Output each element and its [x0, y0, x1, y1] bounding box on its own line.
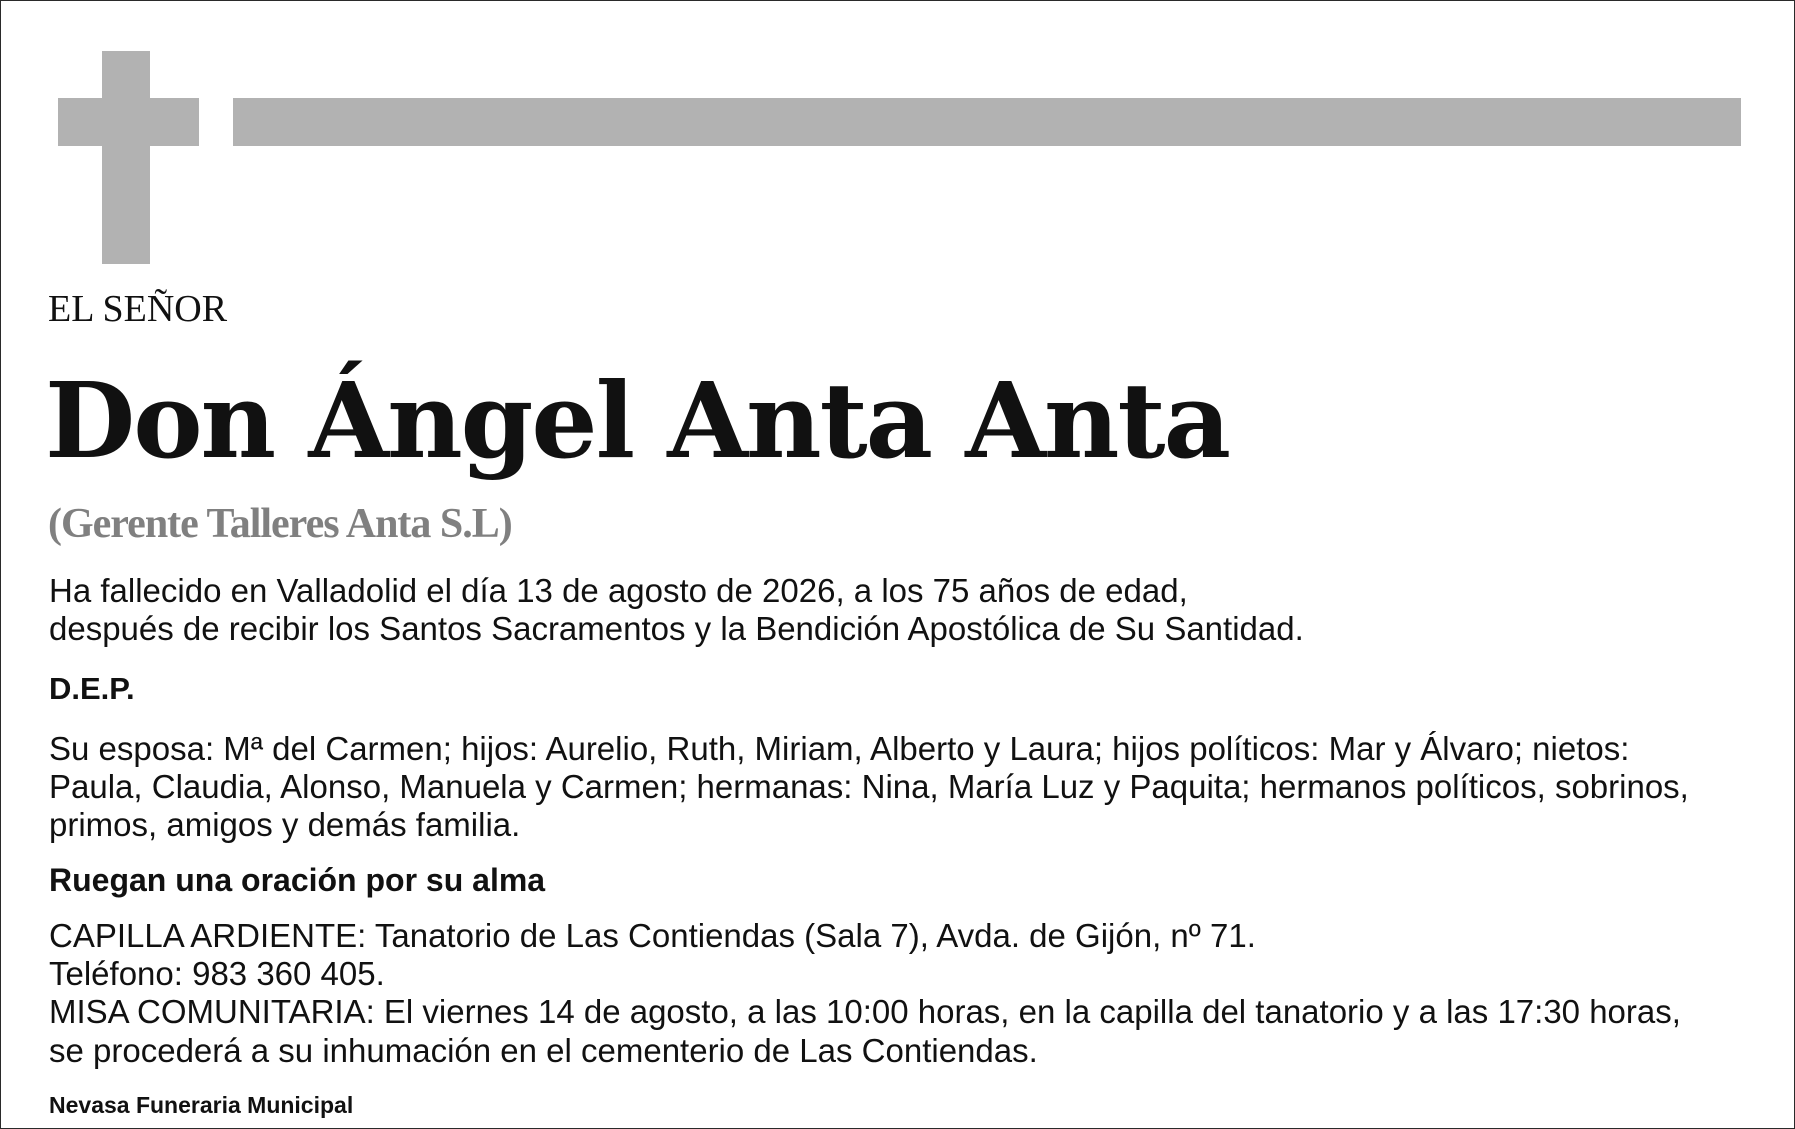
announcement-line-1: Ha fallecido en Valladolid el día 13 de agosto de 2026, a los 75 años de edad, — [49, 572, 1188, 609]
announcement-line-2: después de recibir los Santos Sacramentos y la Bendición Apostólica de Su Santidad. — [49, 610, 1304, 647]
family-line-2: Paula, Claudia, Alonso, Manuela y Carmen; hermanas: Nina, María Luz y Paquita; hermanos políticos, sobrinos, — [49, 768, 1689, 805]
prayer-request: Ruegan una oración por su alma — [49, 862, 546, 898]
dep-label: D.E.P. — [49, 671, 135, 706]
family-line-1: Su esposa: Mª del Carmen; hijos: Aurelio, Ruth, Miriam, Alberto y Laura; hijos políticos: Mar y Álvaro; nietos: — [49, 730, 1630, 767]
header-rule — [233, 98, 1741, 146]
ceremony-line-1: CAPILLA ARDIENTE: Tanatorio de Las Contiendas (Sala 7), Avda. de Gijón, nº 71. — [49, 917, 1256, 954]
cross-icon — [102, 51, 150, 264]
ceremony-line-2: Teléfono: 983 360 405. — [49, 955, 385, 992]
title-prefix: EL SEÑOR — [48, 288, 228, 330]
funeral-home-name: Nevasa Funeraria Municipal — [49, 1092, 354, 1118]
deceased-name: Don Ángel Anta Anta — [45, 359, 1229, 482]
ceremony-line-4: se procederá a su inhumación en el cementerio de Las Contiendas. — [49, 1032, 1038, 1069]
deceased-occupation: (Gerente Talleres Anta S.L) — [48, 501, 512, 547]
ceremony-line-3: MISA COMUNITARIA: El viernes 14 de agosto, a las 10:00 horas, en la capilla del tanatorio y a las 17:30 horas, — [49, 993, 1681, 1030]
cross-icon-arm — [58, 98, 199, 146]
family-line-3: primos, amigos y demás familia. — [49, 806, 521, 843]
